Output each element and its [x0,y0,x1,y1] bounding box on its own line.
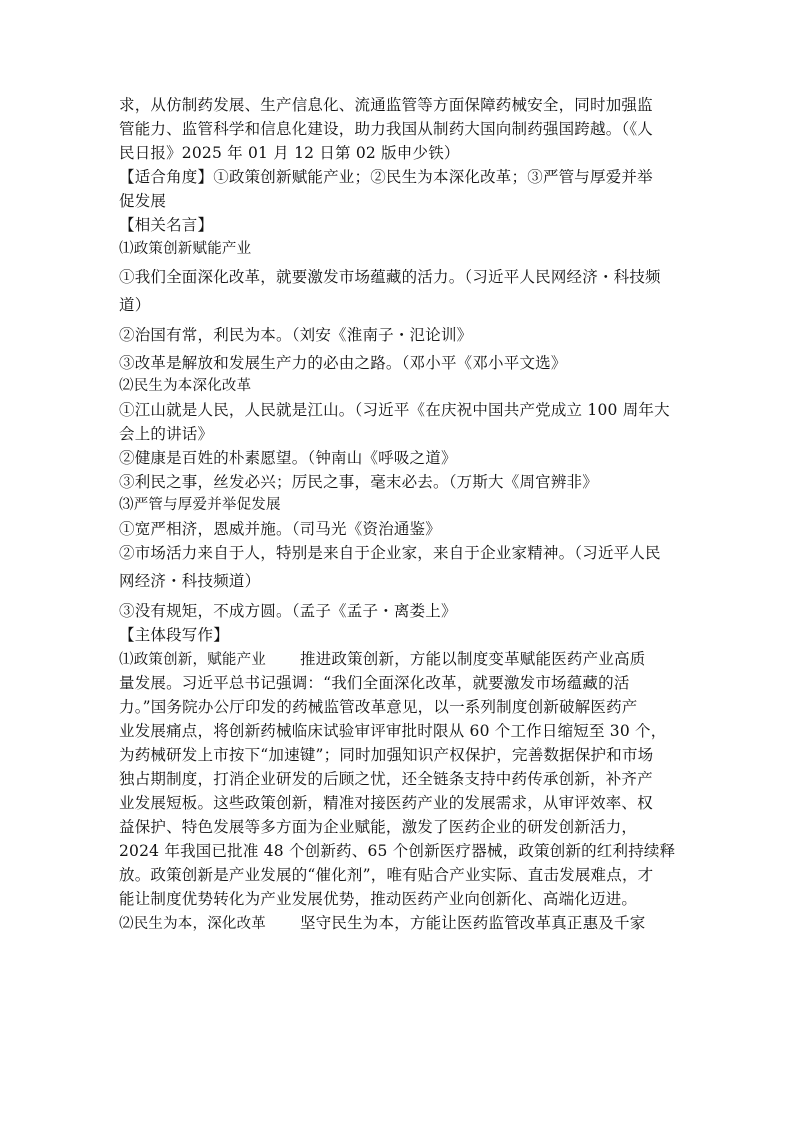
source-citation: 民日报》2025 年 01 月 12 日第 02 版申少铁） [119,144,460,162]
quote-item: ②健康是百姓的朴素愿望。（钟南山《呼吸之道》 [119,449,457,467]
subsection-heading: ⑵民生为本深化改革 [119,378,252,394]
subsection-heading: ⑶严管与厚爱并举促发展 [119,497,281,513]
text-line: 益保护、特色发展等多方面为企业赋能，激发了医药企业的研发创新活力， [119,818,638,836]
text-line: 力。”国务院办公厅印发的药械监管改革意见，以一系列制度创新破解医药产 [119,698,638,716]
quote-item: ③没有规矩，不成方圆。（孟子《孟子・离娄上》 [119,602,457,620]
subsection-heading: ⑴政策创新，赋能产业 [119,652,266,668]
text-line: 道） [119,296,151,314]
subsection-heading: ⑴政策创新赋能产业 [119,241,252,257]
quote-item: ①江山就是人民，人民就是江山。（习近平《在庆祝中国共产党成立 100 周年大 [119,401,670,419]
text-line: 业发展痛点，将创新药械临床试验审评审批时限从 60 个工作日缩短至 30 个， [119,722,667,740]
text-line: 推进政策创新，方能以制度变革赋能医药产业高质 [300,650,646,668]
text-line: 量发展。习近平总书记强调：“我们全面深化改革，就要激发市场蕴藏的活 [119,674,630,692]
document-body [119,93,676,935]
quote-item: ①我们全面深化改革，就要激发市场蕴藏的活力。（习近平人民网经济・科技频 [119,268,661,286]
text-line: 管能力、监管科学和信息化建设，助力我国从制药大国向制药强国跨越。（《人 [119,120,654,138]
text-line: 2024 年我国已批准 48 个创新药、65 个创新医疗器械，政策创新的红利持续释 [119,842,676,860]
subsection-heading: ⑵民生为本，深化改革 [119,916,266,932]
text-line: 会上的讲话》 [119,425,214,443]
related-quotes-heading: 【相关名言】 [119,216,214,234]
quote-item: ③利民之事，丝发必兴；厉民之事，毫末必去。（万斯大《周官辨非》 [119,473,598,491]
quote-item: ②市场活力来自于人，特别是来自于企业家，来自于企业家精神。（习近平人民 [119,544,661,562]
text-line: 求，从仿制药发展、生产信息化、流通监管等方面保障药械安全，同时加强监 [119,96,653,114]
applicable-angles-heading: 【适合角度】①政策创新赋能产业；②民生为本深化改革；③严管与厚爱并举 [119,168,653,186]
text-line: 能让制度优势转化为产业发展优势，推动医药产业向创新化、高端化迈进。 [119,890,638,908]
text-line: 促发展 [119,192,167,210]
paragraph-first-line [119,911,667,935]
body-writing-heading: 【主体段写作】 [119,626,229,644]
quote-item: ②治国有常，利民为本。（刘安《淮南子・氾论训》 [119,326,473,344]
text-line: 独占期制度，打消企业研发的后顾之忧，还全链条支持中药传承创新，补齐产 [119,770,653,788]
text-line: 放。政策创新是产业发展的“催化剂”，唯有贴合产业实际、直击发展难点，才 [119,866,654,884]
text-line: 为药械研发上市按下“加速键”；同时加强知识产权保护，完善数据保护和市场 [119,746,654,764]
quote-item: ①宽严相济，恩威并施。（司马光《资治通鉴》 [119,520,441,538]
text-line: 业发展短板。这些政策创新，精准对接医药产业的发展需求，从审评效率、权 [119,794,653,812]
paragraph-first-line [119,647,667,671]
text-line: 坚守民生为本，方能让医药监管改革真正惠及千家 [300,914,646,932]
text-line: 网经济・科技频道） [119,572,261,590]
quote-item: ③改革是解放和发展生产力的必由之路。（邓小平《邓小平文选》 [119,354,567,372]
